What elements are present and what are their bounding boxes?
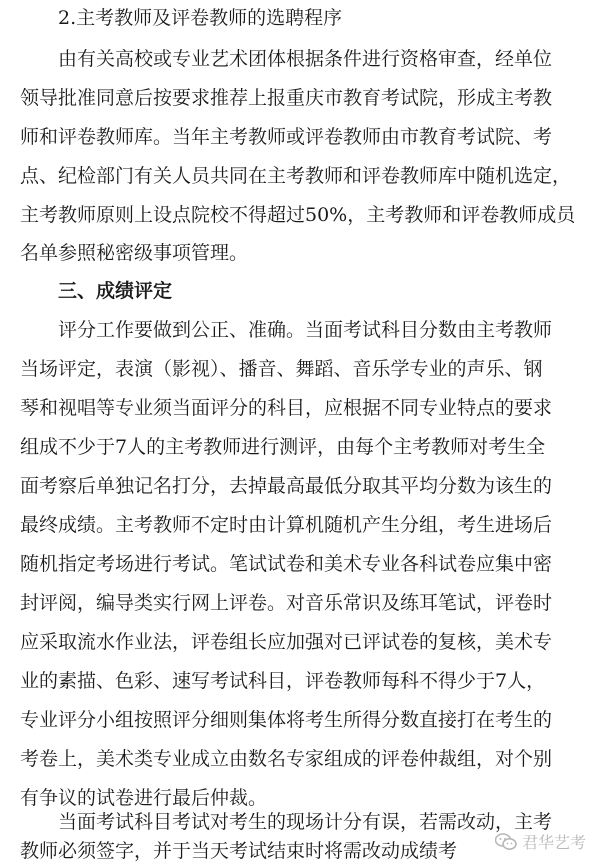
- paragraph-line: 当面考试科目考试对考生的现场计分有误，若需改动，主考: [58, 811, 553, 833]
- section-heading: 三、成绩评定: [58, 280, 173, 302]
- paragraph-line: 考卷上，美术类专业成立由数名专家组成的评卷仲裁组，对个别: [20, 748, 553, 770]
- paragraph-line: 由有关高校或专业艺术团体根据条件进行资格审查，经单位: [58, 48, 553, 70]
- paragraph-line: 主考教师原则上设点院校不得超过50%，主考教师和评卷教师成员: [20, 204, 576, 226]
- paragraph-line: 琴和视唱等专业须当面评分的科目，应根据不同专业特点的要求: [20, 397, 553, 419]
- paragraph-line: 名单参照秘密级事项管理。: [20, 242, 249, 264]
- paragraph-line: 应采取流水作业法，评卷组长应加强对已评试卷的复核，美术专: [20, 631, 553, 653]
- paragraph-line: 业的素描、色彩、速写考试科目，评卷教师每科不得少于7人，: [20, 670, 546, 692]
- paragraph-line: 封评阅，编导类实行网上评卷。对音乐常识及练耳笔试，评卷时: [20, 592, 553, 614]
- paragraph-line: 当场评定，表演（影视）、播音、舞蹈、音乐学专业的声乐、钢: [20, 358, 543, 380]
- paragraph-line: 领导批准同意后按要求推荐上报重庆市教育考试院，形成主考教: [20, 87, 553, 109]
- watermark-text: 君华艺考: [521, 833, 586, 852]
- paragraph-line: 专业评分小组按照评分细则集体将考生所得分数直接打在考生的: [20, 709, 553, 731]
- watermark: [495, 830, 586, 853]
- wechat-icon: [495, 833, 517, 851]
- paragraph-line: 组成不少于7人的主考教师进行测评，由每个主考教师对考生全: [20, 436, 546, 458]
- paragraph-line: 随机指定考场进行考试。笔试试卷和美术专业各科试卷应集中密: [20, 553, 553, 575]
- paragraph-line: 点、纪检部门有关人员共同在主考教师和评卷教师库中随机选定，: [20, 165, 572, 187]
- paragraph-line: 教师必须签字，并于当天考试结束时将需改动成绩考: [20, 840, 458, 862]
- paragraph-line: 评分工作要做到公正、准确。当面考试科目分数由主考教师: [58, 319, 553, 341]
- paragraph-line: 有争议的试卷进行最后仲裁。: [20, 787, 268, 809]
- paragraph-line: 面考察后单独记名打分，去掉最高最低分取其平均分数为该生的: [20, 475, 553, 497]
- paragraph-line: 最终成绩。主考教师不定时由计算机随机产生分组，考生进场后: [20, 514, 553, 536]
- paragraph-line: 师和评卷教师库。当年主考教师或评卷教师由市教育考试院、考: [20, 126, 553, 148]
- section-subheading: 2.主考教师及评卷教师的选聘程序: [58, 7, 343, 29]
